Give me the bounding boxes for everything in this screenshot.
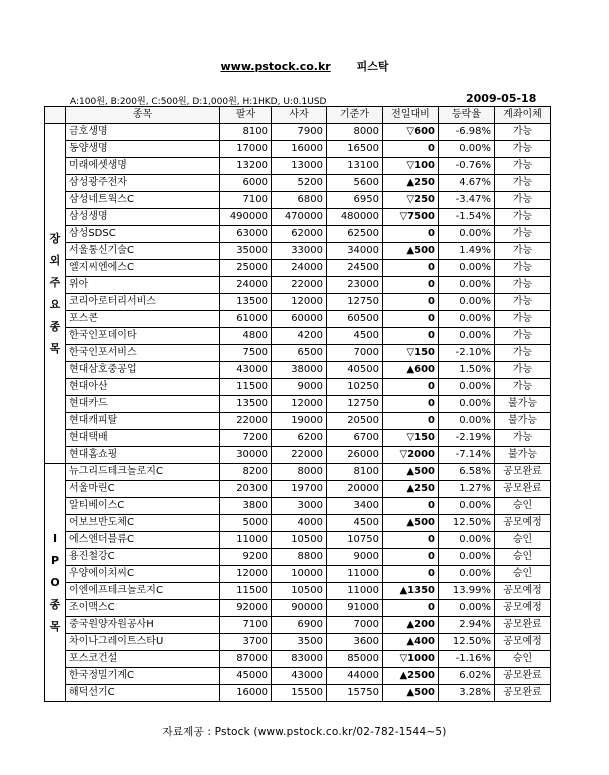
cell-change: 0 [383,328,439,345]
table-row [45,311,551,328]
cell-sell-price: 92000 [220,600,272,617]
cell-stock-name[interactable]: 한국정밀기계C [66,668,220,685]
cell-transfer: 공모예정 [495,583,551,600]
cell-change: 0 [383,294,439,311]
cell-base-price: 5600 [327,175,383,192]
cell-change: ▲250 [383,175,439,192]
cell-base-price: 7000 [327,345,383,362]
cell-transfer: 승인 [495,566,551,583]
cell-sell-price: 13500 [220,294,272,311]
cell-change: ▽150 [383,345,439,362]
table-row [45,277,551,294]
cell-rate: -6.98% [439,124,495,141]
cell-change: ▽7500 [383,209,439,226]
table-row [45,226,551,243]
cell-stock-name[interactable]: 현대카드 [66,396,220,413]
cell-sell-price: 16000 [220,685,272,702]
cell-buy-price: 8000 [272,464,327,481]
cell-change: 0 [383,226,439,243]
cell-base-price: 23000 [327,277,383,294]
table-row [45,260,551,277]
col-header-rate: 등락율 [439,107,495,124]
cell-base-price: 3400 [327,498,383,515]
table-row [45,617,551,634]
cell-base-price: 20500 [327,413,383,430]
cell-transfer: 가능 [495,311,551,328]
table-row [45,362,551,379]
cell-change: ▲500 [383,464,439,481]
cell-sell-price: 13500 [220,396,272,413]
cell-rate: -3.47% [439,192,495,209]
cell-stock-name[interactable]: 위아 [66,277,220,294]
cell-stock-name[interactable]: 에스앤더블류C [66,532,220,549]
cell-rate: -2.10% [439,345,495,362]
cell-change: ▲2500 [383,668,439,685]
col-header-transfer: 계좌이체 [495,107,551,124]
cell-sell-price: 87000 [220,651,272,668]
cell-buy-price: 10500 [272,532,327,549]
cell-stock-name[interactable]: 금호생명 [66,124,220,141]
cell-rate: 0.00% [439,600,495,617]
cell-buy-price: 3000 [272,498,327,515]
cell-sell-price: 30000 [220,447,272,464]
cell-change: ▲1350 [383,583,439,600]
cell-stock-name[interactable]: 어보브반도체C [66,515,220,532]
cell-rate: 0.00% [439,413,495,430]
cell-transfer: 가능 [495,243,551,260]
cell-base-price: 20000 [327,481,383,498]
cell-change: ▲600 [383,362,439,379]
cell-buy-price: 6900 [272,617,327,634]
cell-buy-price: 19000 [272,413,327,430]
cell-sell-price: 11500 [220,583,272,600]
cell-transfer: 승인 [495,498,551,515]
cell-stock-name[interactable]: 동양생명 [66,141,220,158]
cell-rate: 0.00% [439,498,495,515]
cell-buy-price: 24000 [272,260,327,277]
cell-base-price: 40500 [327,362,383,379]
cell-stock-name[interactable]: 포스코건설 [66,651,220,668]
cell-stock-name[interactable]: 삼성네트웍스C [66,192,220,209]
cell-base-price: 26000 [327,447,383,464]
table-row [45,413,551,430]
cell-buy-price: 90000 [272,600,327,617]
cell-rate: 6.58% [439,464,495,481]
table-row [45,294,551,311]
cell-base-price: 13100 [327,158,383,175]
cell-sell-price: 11500 [220,379,272,396]
cell-transfer: 승인 [495,532,551,549]
cell-stock-name[interactable]: 차이나그레이트스타U [66,634,220,651]
cell-rate: 0.00% [439,532,495,549]
cell-change: ▲500 [383,243,439,260]
cell-buy-price: 83000 [272,651,327,668]
cell-base-price: 6950 [327,192,383,209]
cell-base-price: 11000 [327,583,383,600]
cell-change: 0 [383,311,439,328]
table-row [45,634,551,651]
cell-rate: 2.94% [439,617,495,634]
cell-transfer: 불가능 [495,447,551,464]
cell-transfer: 가능 [495,124,551,141]
cell-stock-name[interactable]: 한국인포서비스 [66,345,220,362]
cell-rate: 12.50% [439,634,495,651]
table-row [45,685,551,702]
cell-change: 0 [383,498,439,515]
cell-stock-name[interactable]: 서울통신기술C [66,243,220,260]
cell-buy-price: 33000 [272,243,327,260]
cell-change: 0 [383,141,439,158]
cell-stock-name[interactable]: 중국원양자원공사H [66,617,220,634]
cell-sell-price: 24000 [220,277,272,294]
cell-stock-name[interactable]: 현대홈쇼핑 [66,447,220,464]
cell-change: ▽1000 [383,651,439,668]
cell-buy-price: 5200 [272,175,327,192]
cell-stock-name[interactable]: 용진철강C [66,549,220,566]
cell-sell-price: 35000 [220,243,272,260]
cell-buy-price: 12000 [272,294,327,311]
cell-sell-price: 61000 [220,311,272,328]
cell-base-price: 15750 [327,685,383,702]
table-row [45,192,551,209]
cell-sell-price: 490000 [220,209,272,226]
cell-stock-name[interactable]: 해덕선기C [66,685,220,702]
cell-transfer: 공모완료 [495,685,551,702]
header-corner [45,107,66,124]
cell-change: 0 [383,396,439,413]
cell-stock-name[interactable]: 엘지씨엔에스C [66,260,220,277]
cell-stock-name[interactable]: 삼성SDSC [66,226,220,243]
cell-buy-price: 6200 [272,430,327,447]
cell-change: ▲500 [383,685,439,702]
page-title [0,58,609,74]
cell-buy-price: 7900 [272,124,327,141]
cell-stock-name[interactable]: 삼성광주전자 [66,175,220,192]
stock-table [44,106,551,702]
cell-sell-price: 7200 [220,430,272,447]
report-date: 2009-05-18 [466,92,537,105]
cell-base-price: 11000 [327,566,383,583]
cell-rate: -7.14% [439,447,495,464]
cell-sell-price: 7100 [220,617,272,634]
cell-buy-price: 10500 [272,583,327,600]
cell-rate: 0.00% [439,260,495,277]
cell-base-price: 6700 [327,430,383,447]
table-row [45,447,551,464]
cell-transfer: 가능 [495,328,551,345]
cell-buy-price: 43000 [272,668,327,685]
cell-buy-price: 15500 [272,685,327,702]
table-row [45,549,551,566]
cell-transfer: 공모완료 [495,617,551,634]
table-row [45,396,551,413]
cell-rate: 0.00% [439,379,495,396]
table-header-row [45,107,551,124]
cell-change: 0 [383,532,439,549]
cell-base-price: 44000 [327,668,383,685]
section-label-text: IPO종목 [49,531,61,633]
cell-transfer: 가능 [495,192,551,209]
col-header-base: 기준가 [327,107,383,124]
cell-buy-price: 19700 [272,481,327,498]
cell-rate: 0.00% [439,566,495,583]
table-row [45,158,551,175]
cell-transfer: 불가능 [495,396,551,413]
cell-transfer: 가능 [495,345,551,362]
unit-legend: A:100원, B:200원, C:500원, D:1,000원, H:1HKD, U:0.1USD [70,97,327,107]
cell-sell-price: 63000 [220,226,272,243]
cell-transfer: 공모예정 [495,600,551,617]
cell-transfer: 불가능 [495,413,551,430]
cell-stock-name[interactable]: 현대삼호중공업 [66,362,220,379]
section-label [45,124,66,464]
cell-change: ▽250 [383,192,439,209]
cell-buy-price: 4200 [272,328,327,345]
cell-rate: 6.02% [439,668,495,685]
table-row [45,464,551,481]
cell-rate: -1.54% [439,209,495,226]
cell-transfer: 가능 [495,209,551,226]
cell-sell-price: 3800 [220,498,272,515]
table-row [45,430,551,447]
cell-buy-price: 6800 [272,192,327,209]
cell-sell-price: 20300 [220,481,272,498]
cell-base-price: 62500 [327,226,383,243]
cell-transfer: 공모완료 [495,464,551,481]
cell-stock-name[interactable]: 미래에셋생명 [66,158,220,175]
cell-transfer: 가능 [495,158,551,175]
cell-change: 0 [383,413,439,430]
table-body [45,124,551,702]
table-row [45,175,551,192]
cell-sell-price: 25000 [220,260,272,277]
cell-base-price: 16500 [327,141,383,158]
cell-base-price: 24500 [327,260,383,277]
section-label-text: 장외주요종목 [49,231,61,355]
cell-stock-name[interactable]: 한국인포데이타 [66,328,220,345]
cell-sell-price: 4800 [220,328,272,345]
cell-buy-price: 470000 [272,209,327,226]
table-row [45,583,551,600]
cell-change: ▽2000 [383,447,439,464]
cell-stock-name[interactable]: 조이맥스C [66,600,220,617]
cell-change: 0 [383,600,439,617]
cell-change: 0 [383,277,439,294]
col-header-name: 종목 [66,107,220,124]
cell-transfer: 가능 [495,379,551,396]
table-row [45,379,551,396]
table-row [45,566,551,583]
cell-buy-price: 22000 [272,447,327,464]
cell-rate: 0.00% [439,226,495,243]
cell-buy-price: 62000 [272,226,327,243]
cell-transfer: 가능 [495,430,551,447]
cell-rate: 0.00% [439,328,495,345]
cell-buy-price: 16000 [272,141,327,158]
cell-transfer: 가능 [495,175,551,192]
cell-transfer: 공모완료 [495,481,551,498]
cell-base-price: 3600 [327,634,383,651]
cell-rate: 12.50% [439,515,495,532]
site-name: 피스탁 [356,60,389,73]
cell-base-price: 4500 [327,328,383,345]
cell-change: 0 [383,379,439,396]
table-row [45,243,551,260]
cell-stock-name[interactable]: 현대택배 [66,430,220,447]
cell-sell-price: 12000 [220,566,272,583]
cell-transfer: 공모예정 [495,515,551,532]
cell-buy-price: 3500 [272,634,327,651]
site-url[interactable]: www.pstock.co.kr [220,60,331,73]
cell-sell-price: 5000 [220,515,272,532]
cell-stock-name[interactable]: 현대아산 [66,379,220,396]
cell-sell-price: 9200 [220,549,272,566]
cell-buy-price: 6500 [272,345,327,362]
cell-transfer: 가능 [495,141,551,158]
cell-transfer: 가능 [495,260,551,277]
section-label [45,464,66,702]
cell-change: ▽150 [383,430,439,447]
cell-buy-price: 8800 [272,549,327,566]
cell-buy-price: 10000 [272,566,327,583]
cell-rate: 3.28% [439,685,495,702]
cell-change: ▽600 [383,124,439,141]
table-row [45,345,551,362]
cell-change: 0 [383,566,439,583]
cell-base-price: 85000 [327,651,383,668]
cell-change: ▲400 [383,634,439,651]
cell-change: ▲200 [383,617,439,634]
cell-change: 0 [383,549,439,566]
cell-sell-price: 22000 [220,413,272,430]
cell-stock-name[interactable]: 우양에이치씨C [66,566,220,583]
cell-rate: 0.00% [439,294,495,311]
cell-change: ▲500 [383,515,439,532]
table-row [45,141,551,158]
cell-base-price: 60500 [327,311,383,328]
cell-base-price: 7000 [327,617,383,634]
cell-sell-price: 3700 [220,634,272,651]
cell-buy-price: 22000 [272,277,327,294]
cell-transfer: 가능 [495,226,551,243]
cell-base-price: 4500 [327,515,383,532]
col-header-sell: 팔자 [220,107,272,124]
cell-buy-price: 9000 [272,379,327,396]
cell-rate: 1.50% [439,362,495,379]
cell-stock-name[interactable]: 이엔에프테크놀로지C [66,583,220,600]
cell-base-price: 9000 [327,549,383,566]
cell-transfer: 승인 [495,549,551,566]
cell-base-price: 10250 [327,379,383,396]
cell-transfer: 승인 [495,651,551,668]
cell-base-price: 8100 [327,464,383,481]
cell-base-price: 8000 [327,124,383,141]
cell-stock-name[interactable]: 코리아로터리서비스 [66,294,220,311]
cell-transfer: 공모완료 [495,668,551,685]
cell-rate: 0.00% [439,396,495,413]
cell-stock-name[interactable]: 알티베이스C [66,498,220,515]
cell-buy-price: 38000 [272,362,327,379]
table-row [45,668,551,685]
cell-transfer: 가능 [495,277,551,294]
table-row [45,600,551,617]
cell-rate: 0.00% [439,141,495,158]
cell-change: 0 [383,260,439,277]
cell-rate: 1.27% [439,481,495,498]
cell-base-price: 12750 [327,396,383,413]
cell-rate: -1.16% [439,651,495,668]
cell-buy-price: 13000 [272,158,327,175]
table-row [45,209,551,226]
cell-sell-price: 43000 [220,362,272,379]
cell-stock-name[interactable]: 삼성생명 [66,209,220,226]
table-row [45,651,551,668]
cell-base-price: 91000 [327,600,383,617]
table-row [45,328,551,345]
cell-change: ▽100 [383,158,439,175]
cell-base-price: 10750 [327,532,383,549]
data-source-footer: 자료제공 : Pstock (www.pstock.co.kr/02-782-1544~5) [162,726,447,738]
cell-base-price: 480000 [327,209,383,226]
cell-base-price: 12750 [327,294,383,311]
cell-sell-price: 8100 [220,124,272,141]
cell-sell-price: 11000 [220,532,272,549]
cell-sell-price: 7100 [220,192,272,209]
table-row [45,124,551,141]
table-row [45,498,551,515]
cell-buy-price: 60000 [272,311,327,328]
cell-buy-price: 12000 [272,396,327,413]
cell-sell-price: 13200 [220,158,272,175]
cell-change: ▲250 [383,481,439,498]
cell-sell-price: 17000 [220,141,272,158]
cell-stock-name[interactable]: 현대캐피탈 [66,413,220,430]
col-header-change: 전일대비 [383,107,439,124]
table-row [45,532,551,549]
cell-stock-name[interactable]: 포스콘 [66,311,220,328]
cell-sell-price: 7500 [220,345,272,362]
cell-rate: 13.99% [439,583,495,600]
cell-transfer: 가능 [495,362,551,379]
cell-rate: 0.00% [439,549,495,566]
table-row [45,515,551,532]
cell-buy-price: 4000 [272,515,327,532]
cell-rate: 0.00% [439,311,495,328]
cell-transfer: 가능 [495,294,551,311]
cell-sell-price: 8200 [220,464,272,481]
table-row [45,481,551,498]
cell-base-price: 34000 [327,243,383,260]
cell-stock-name[interactable]: 뉴그리드테크놀로지C [66,464,220,481]
cell-rate: 4.67% [439,175,495,192]
cell-rate: 0.00% [439,277,495,294]
cell-sell-price: 6000 [220,175,272,192]
cell-transfer: 공모예정 [495,634,551,651]
col-header-buy: 사자 [272,107,327,124]
cell-rate: 1.49% [439,243,495,260]
cell-stock-name[interactable]: 서울마린C [66,481,220,498]
cell-sell-price: 45000 [220,668,272,685]
cell-rate: -0.76% [439,158,495,175]
cell-rate: -2.19% [439,430,495,447]
